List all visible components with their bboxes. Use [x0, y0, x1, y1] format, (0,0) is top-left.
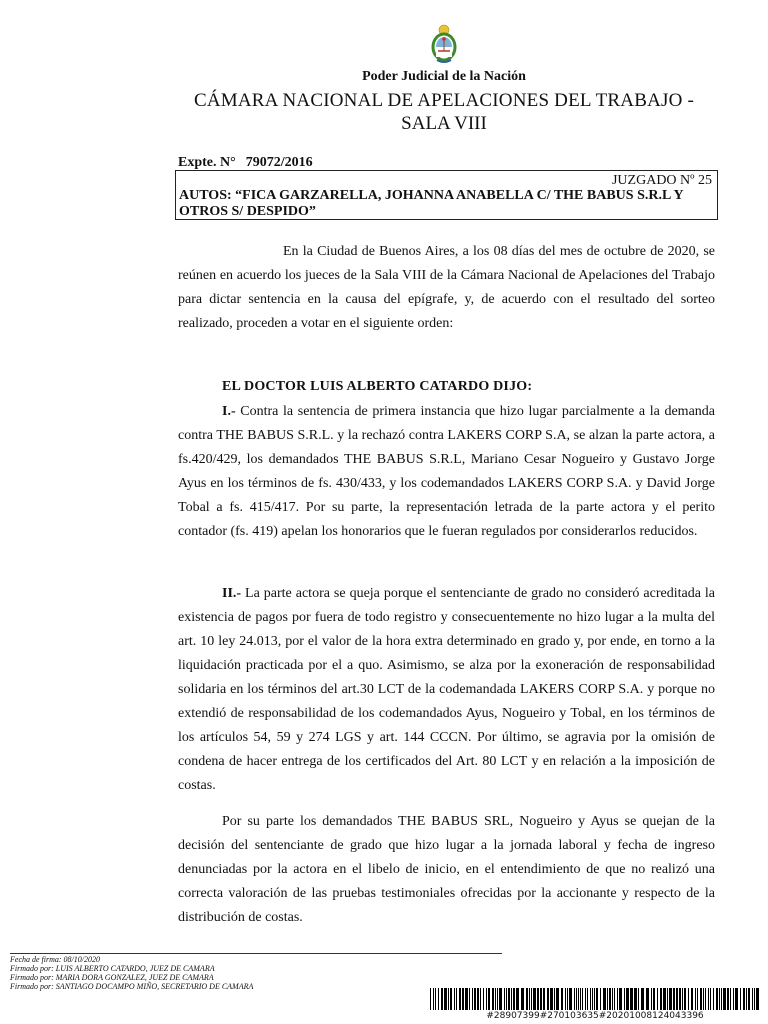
section-1-text: Contra la sentencia de primera instancia que hizo lugar parcialmente a la demanda contra THE BABUS S.R.L. y la rechazó contra LAKERS CORP S.A, se alzan la parte actora, a fs.420/429, los demandados THE BABUS S.R.L, Mariano Cesar Nogueiro y Gustavo Jorge Ayus en los términos de fs. 430/433, y los codemandados LAKERS CORP S.A. y David Jorge Tobal a fs. 415/417. Por su parte, la representación letrada de la parte actora y el perito contador (fs. 419) apelan los honorarios que le fueran regulados por considerarlos reducidos.: [178, 404, 715, 539]
case-caption: AUTOS: “FICA GARZARELLA, JOHANNA ANABELLA C/ THE BABUS S.R.L Y OTROS S/ DESPIDO”: [179, 188, 684, 219]
institution-name: Poder Judicial de la Nación: [362, 69, 526, 84]
coat-of-arms-icon: [427, 24, 461, 64]
section-1-paragraph: [178, 400, 715, 544]
section-2-paragraph: [178, 582, 715, 798]
section-3-paragraph: Por su parte los demandados THE BABUS SRL, Nogueiro y Ayus se quejan de la decisión del sentenciante de grado que hizo lugar a la jornada laboral y fecha de ingreso denunciadas por la actora en el libelo de inicio, en el entendimiento de que no realizó una correcta valoración de las pruebas testimoniales ofrecidas por la accionante y respecto de la distribución de costas.: [178, 814, 715, 925]
case-file-label: Expte. N°: [178, 155, 236, 170]
signer-line: Firmado por: MARIA DORA GONZALEZ, JUEZ DE CAMARA: [10, 973, 214, 982]
signature-date: Fecha de firma: 08/10/2020: [10, 955, 100, 964]
case-file-number: [178, 155, 313, 171]
signer-line: Firmado por: SANTIAGO DOCAMPO MIÑO, SECRETARIO DE CAMARA: [10, 982, 254, 991]
section-2-text: La parte actora se queja porque el sentenciante de grado no consideró acreditada la existencia de pagos por fuera de todo registro y consecuentemente no hizo lugar a la multa del art. 10 ley 24.013, por el valor de la hora extra determinado en grado y, por ende, en torno a la liquidación practicada por el a quo. Asimismo, se alza por la exoneración de responsabilidad solidaria en los términos del art.30 LCT de la codemandada LAKERS CORP S.A. y porque no extendió de responsabilidad de los codemandados Ayus, Nogueiro y Tobal, en los términos de los artículos 54, 59 y 274 LGS y art. 144 CCCN. Por último, se agravia por la omisión de condena de hacer entrega de los certificados del Art. 80 LCT y en relación a la imposición de costas.: [178, 586, 715, 793]
chamber-title: CÁMARA NACIONAL DE APELACIONES DEL TRABAJO -: [194, 90, 694, 111]
signer-line: Firmado por: LUIS ALBERTO CATARDO, JUEZ DE CAMARA: [10, 964, 215, 973]
court-number: JUZGADO Nº 25: [611, 173, 712, 188]
chamber-subtitle: SALA VIII: [401, 113, 487, 134]
intro-paragraph: En la Ciudad de Buenos Aires, a los 08 días del mes de octubre de 2020, se reúnen en acuerdo los jueces de la Sala VIII de la Cámara Nacional de Apelaciones del Trabajo para dictar sentencia en la causa del epígrafe, y, de acuerdo con el resultado del sorteo realizado, proceden a votar en el siguiente orden:: [178, 244, 715, 331]
section-1-label: I.-: [222, 404, 236, 419]
case-caption-box: [175, 170, 718, 220]
judge-heading: EL DOCTOR LUIS ALBERTO CATARDO DIJO:: [222, 379, 533, 394]
footer-divider: [10, 953, 502, 954]
barcode-number: #28907399#270103635#20201008124043396: [486, 1011, 704, 1021]
case-file-value: 79072/2016: [245, 155, 313, 170]
section-2-label: II.-: [222, 586, 242, 601]
barcode-icon: [430, 988, 760, 1010]
